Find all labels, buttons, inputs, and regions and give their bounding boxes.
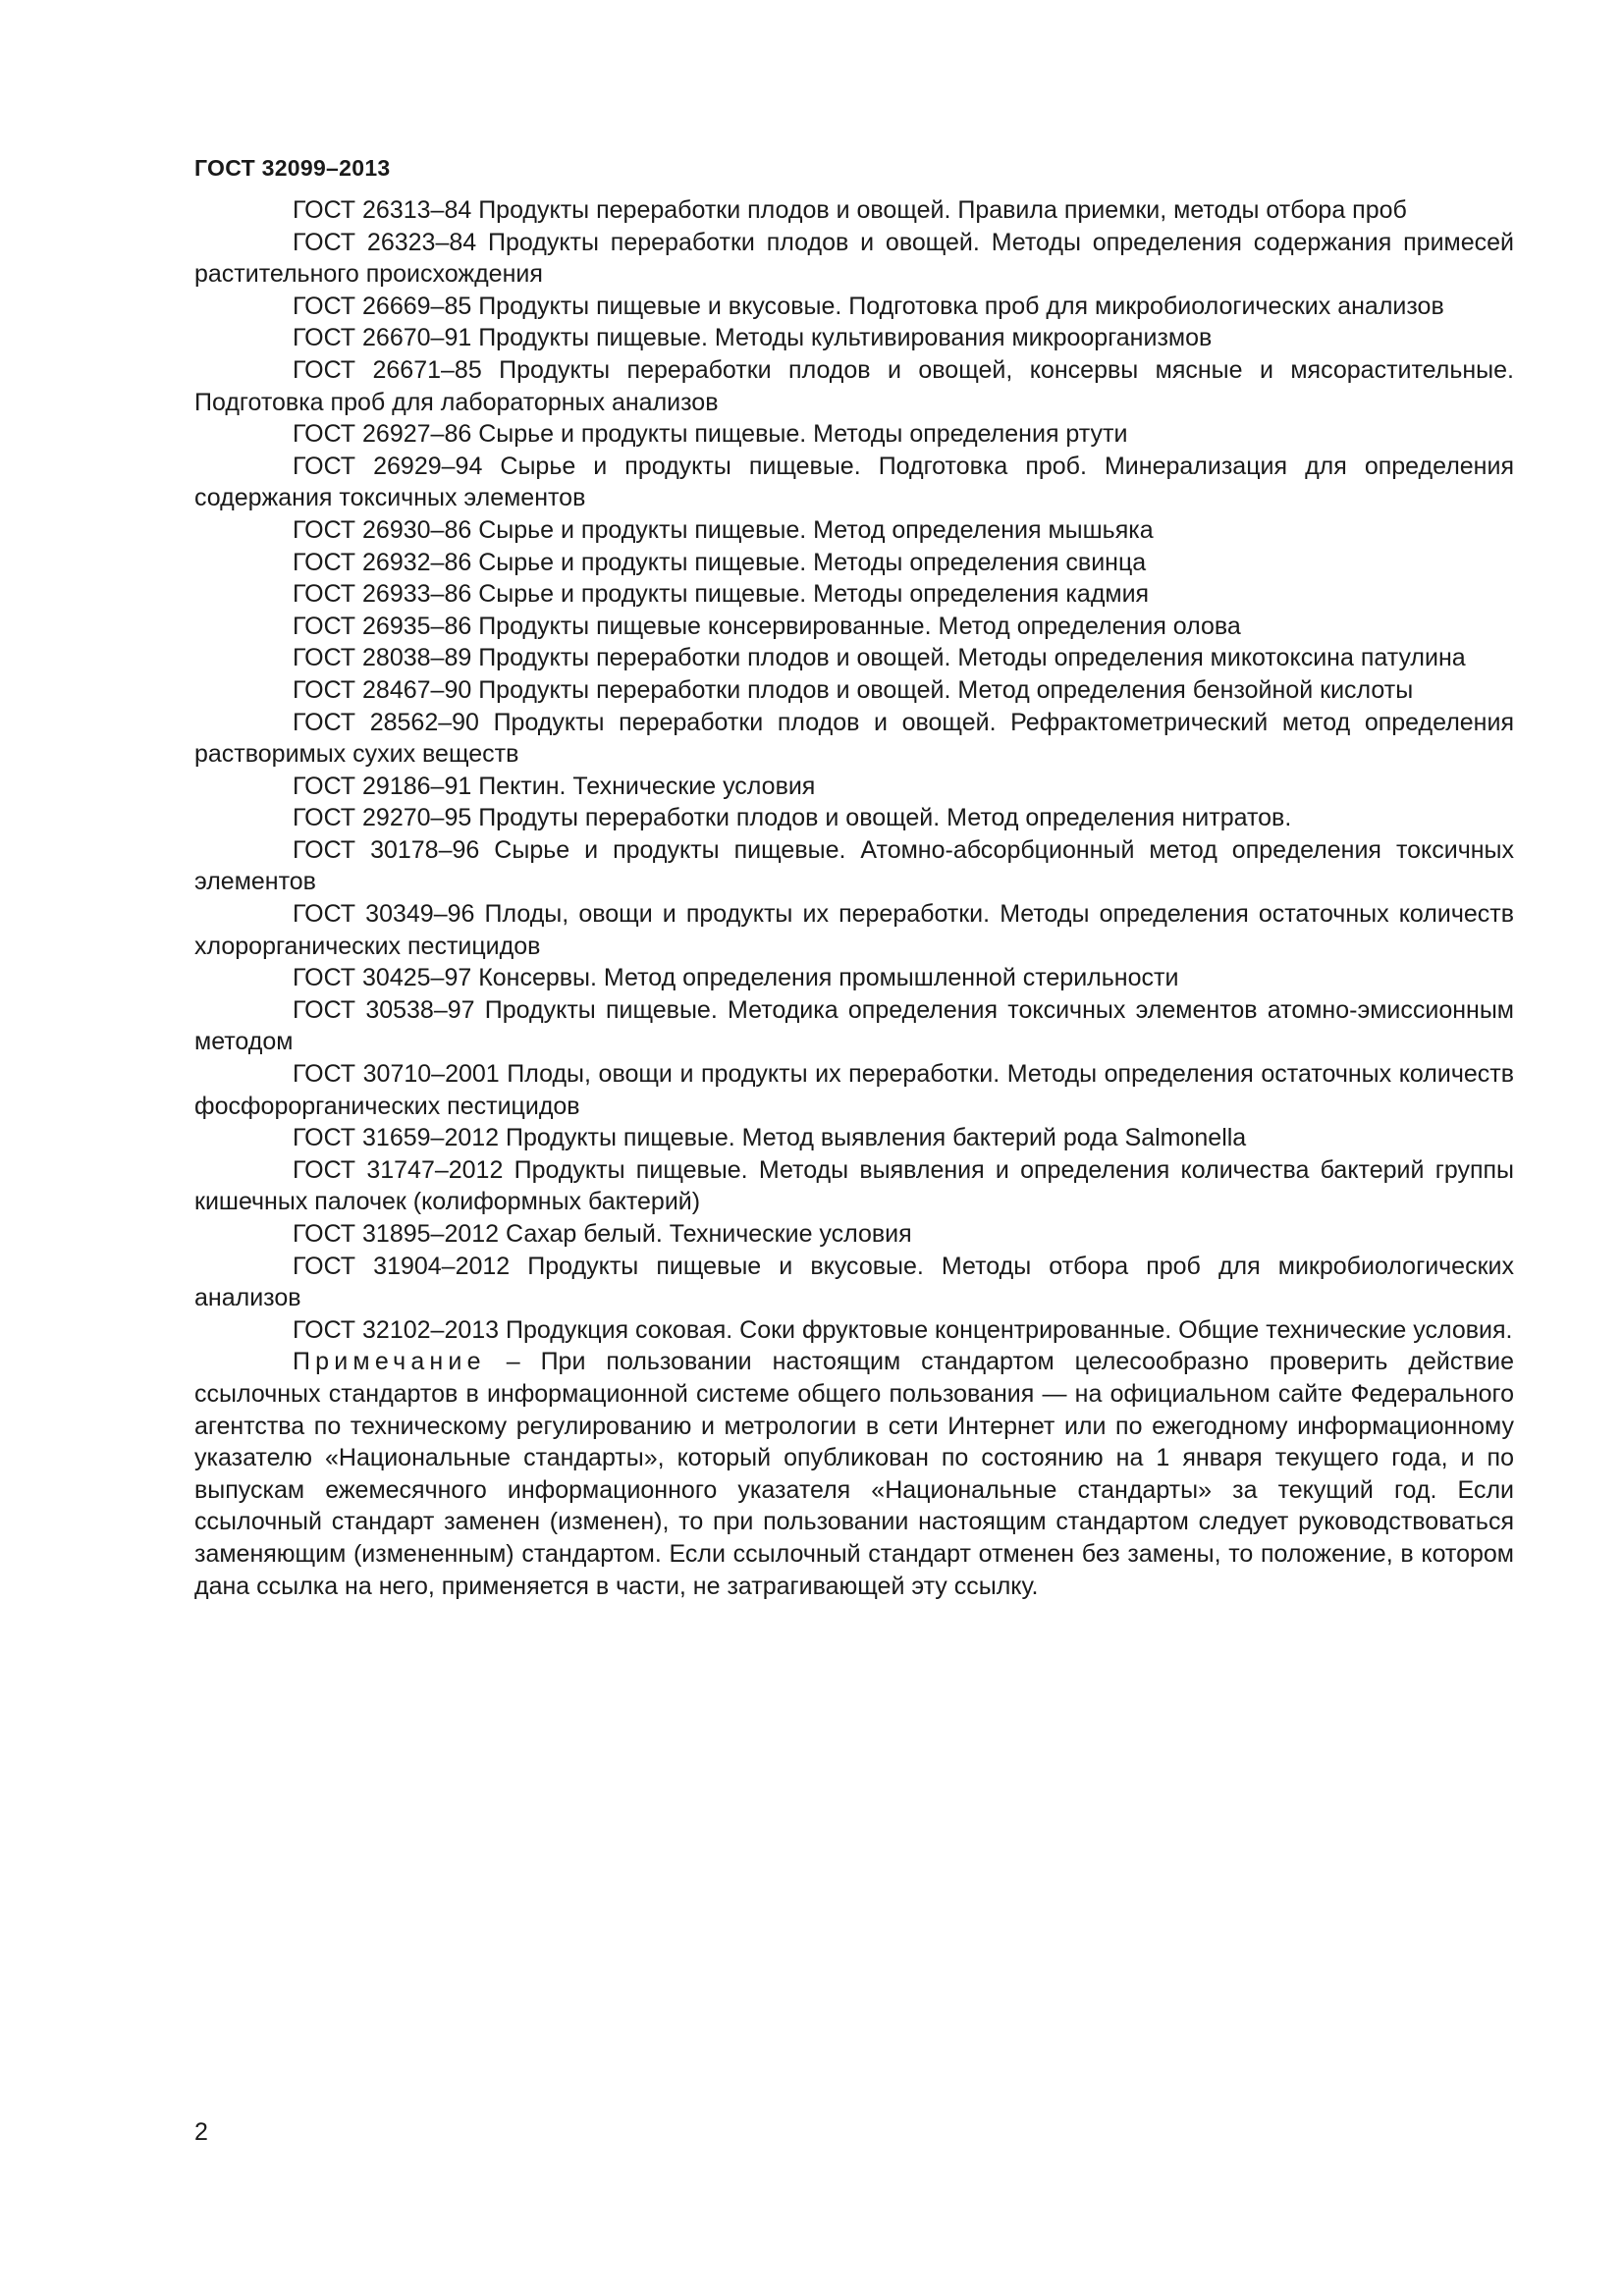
reference-item: ГОСТ 31659–2012 Продукты пищевые. Метод выявления бактерий рода Salmonella: [293, 1124, 1247, 1152]
note-paragraph: [194, 1346, 1514, 1602]
note-text: – При пользовании настоящим стандартом целесообразно проверить действие ссылочных стандартов в информационной системе общего пользования — на официальном сайте Федерального агентства по техническому регулированию и метрологии в сети Интернет или по ежегодному информационному указателю «Национальные стандарты», который опубликован по состоянию на 1 января текущего года, и по выпускам ежемесячного информационного указателя «Национальные стандарты» за текущий год. Если ссылочный стандарт заменен (изменен), то при пользовании настоящим стандартом следует руководствоваться заменяющим (измененным) стандартом. Если ссылочный стандарт отменен без замены, то положение, в котором дана ссылка на него, применяется в части, не затрагивающей эту ссылку.: [194, 1348, 1514, 1600]
reference-item: ГОСТ 30349–96 Плоды, овощи и продукты их переработки. Методы определения остаточных количеств хлорорганических пестицидов: [194, 900, 1514, 960]
reference-item: ГОСТ 26323–84 Продукты переработки плодов и овощей. Методы определения содержания примесей растительного происхождения: [194, 228, 1514, 289]
reference-item: ГОСТ 28467–90 Продукты переработки плодов и овощей. Метод определения бензойной кислоты: [293, 675, 1414, 704]
reference-item: ГОСТ 31747–2012 Продукты пищевые. Методы выявления и определения количества бактерий группы кишечных палочек (колиформных бактерий): [194, 1155, 1514, 1216]
reference-item: ГОСТ 26933–86 Сырье и продукты пищевые. Методы определения кадмия: [293, 580, 1150, 609]
reference-item: ГОСТ 30710–2001 Плоды, овощи и продукты их переработки. Методы определения остаточных количеств фосфорорганических пестицидов: [194, 1060, 1514, 1120]
reference-item: ГОСТ 30538–97 Продукты пищевые. Методика определения токсичных элементов атомно-эмиссионным методом: [194, 995, 1514, 1056]
reference-item: ГОСТ 26671–85 Продукты переработки плодов и овощей, консервы мясные и мясорастительные. Подготовка проб для лабораторных анализов: [194, 355, 1514, 416]
reference-item: ГОСТ 30425–97 Консервы. Метод определения промышленной стерильности: [293, 964, 1179, 992]
references-section: [194, 194, 1514, 1602]
reference-item: ГОСТ 26669–85 Продукты пищевые и вкусовые. Подготовка проб для микробиологических анализов: [293, 292, 1444, 320]
reference-item: ГОСТ 26930–86 Сырье и продукты пищевые. Метод определения мышьяка: [293, 515, 1154, 544]
reference-item: ГОСТ 31904–2012 Продукты пищевые и вкусовые. Методы отбора проб для микробиологических анализов: [194, 1252, 1514, 1312]
reference-item: ГОСТ 26313–84 Продукты переработки плодов и овощей. Правила приемки, методы отбора проб: [293, 196, 1407, 224]
page-number: 2: [194, 2118, 208, 2146]
reference-item: ГОСТ 28038–89 Продукты переработки плодов и овощей. Методы определения микотоксина патулина: [293, 644, 1466, 672]
reference-item: ГОСТ 26927–86 Сырье и продукты пищевые. Методы определения ртути: [293, 420, 1128, 449]
reference-item: ГОСТ 26670–91 Продукты пищевые. Методы культивирования микроорганизмов: [293, 324, 1213, 352]
reference-item: ГОСТ 26935–86 Продукты пищевые консервированные. Метод определения олова: [293, 612, 1241, 640]
reference-item: ГОСТ 32102–2013 Продукция соковая. Соки фруктовые концентрированные. Общие технические условия.: [293, 1315, 1513, 1344]
reference-item: ГОСТ 29186–91 Пектин. Технические условия: [293, 772, 816, 800]
reference-item: ГОСТ 28562–90 Продукты переработки плодов и овощей. Рефрактометрический метод определения растворимых сухих веществ: [194, 708, 1514, 769]
reference-item: ГОСТ 29270–95 Продуты переработки плодов и овощей. Метод определения нитратов.: [293, 804, 1292, 832]
reference-item: ГОСТ 31895–2012 Сахар белый. Технические условия: [293, 1220, 912, 1248]
document-header: ГОСТ 32099–2013: [194, 155, 391, 181]
reference-item: ГОСТ 26929–94 Сырье и продукты пищевые. Подготовка проб. Минерализация для определения содержания токсичных элементов: [194, 452, 1514, 512]
note-label: Примечание: [293, 1348, 486, 1376]
reference-item: ГОСТ 26932–86 Сырье и продукты пищевые. Методы определения свинца: [293, 548, 1147, 576]
reference-item: ГОСТ 30178–96 Сырье и продукты пищевые. Атомно-абсорбционный метод определения токсичных элементов: [194, 835, 1514, 896]
